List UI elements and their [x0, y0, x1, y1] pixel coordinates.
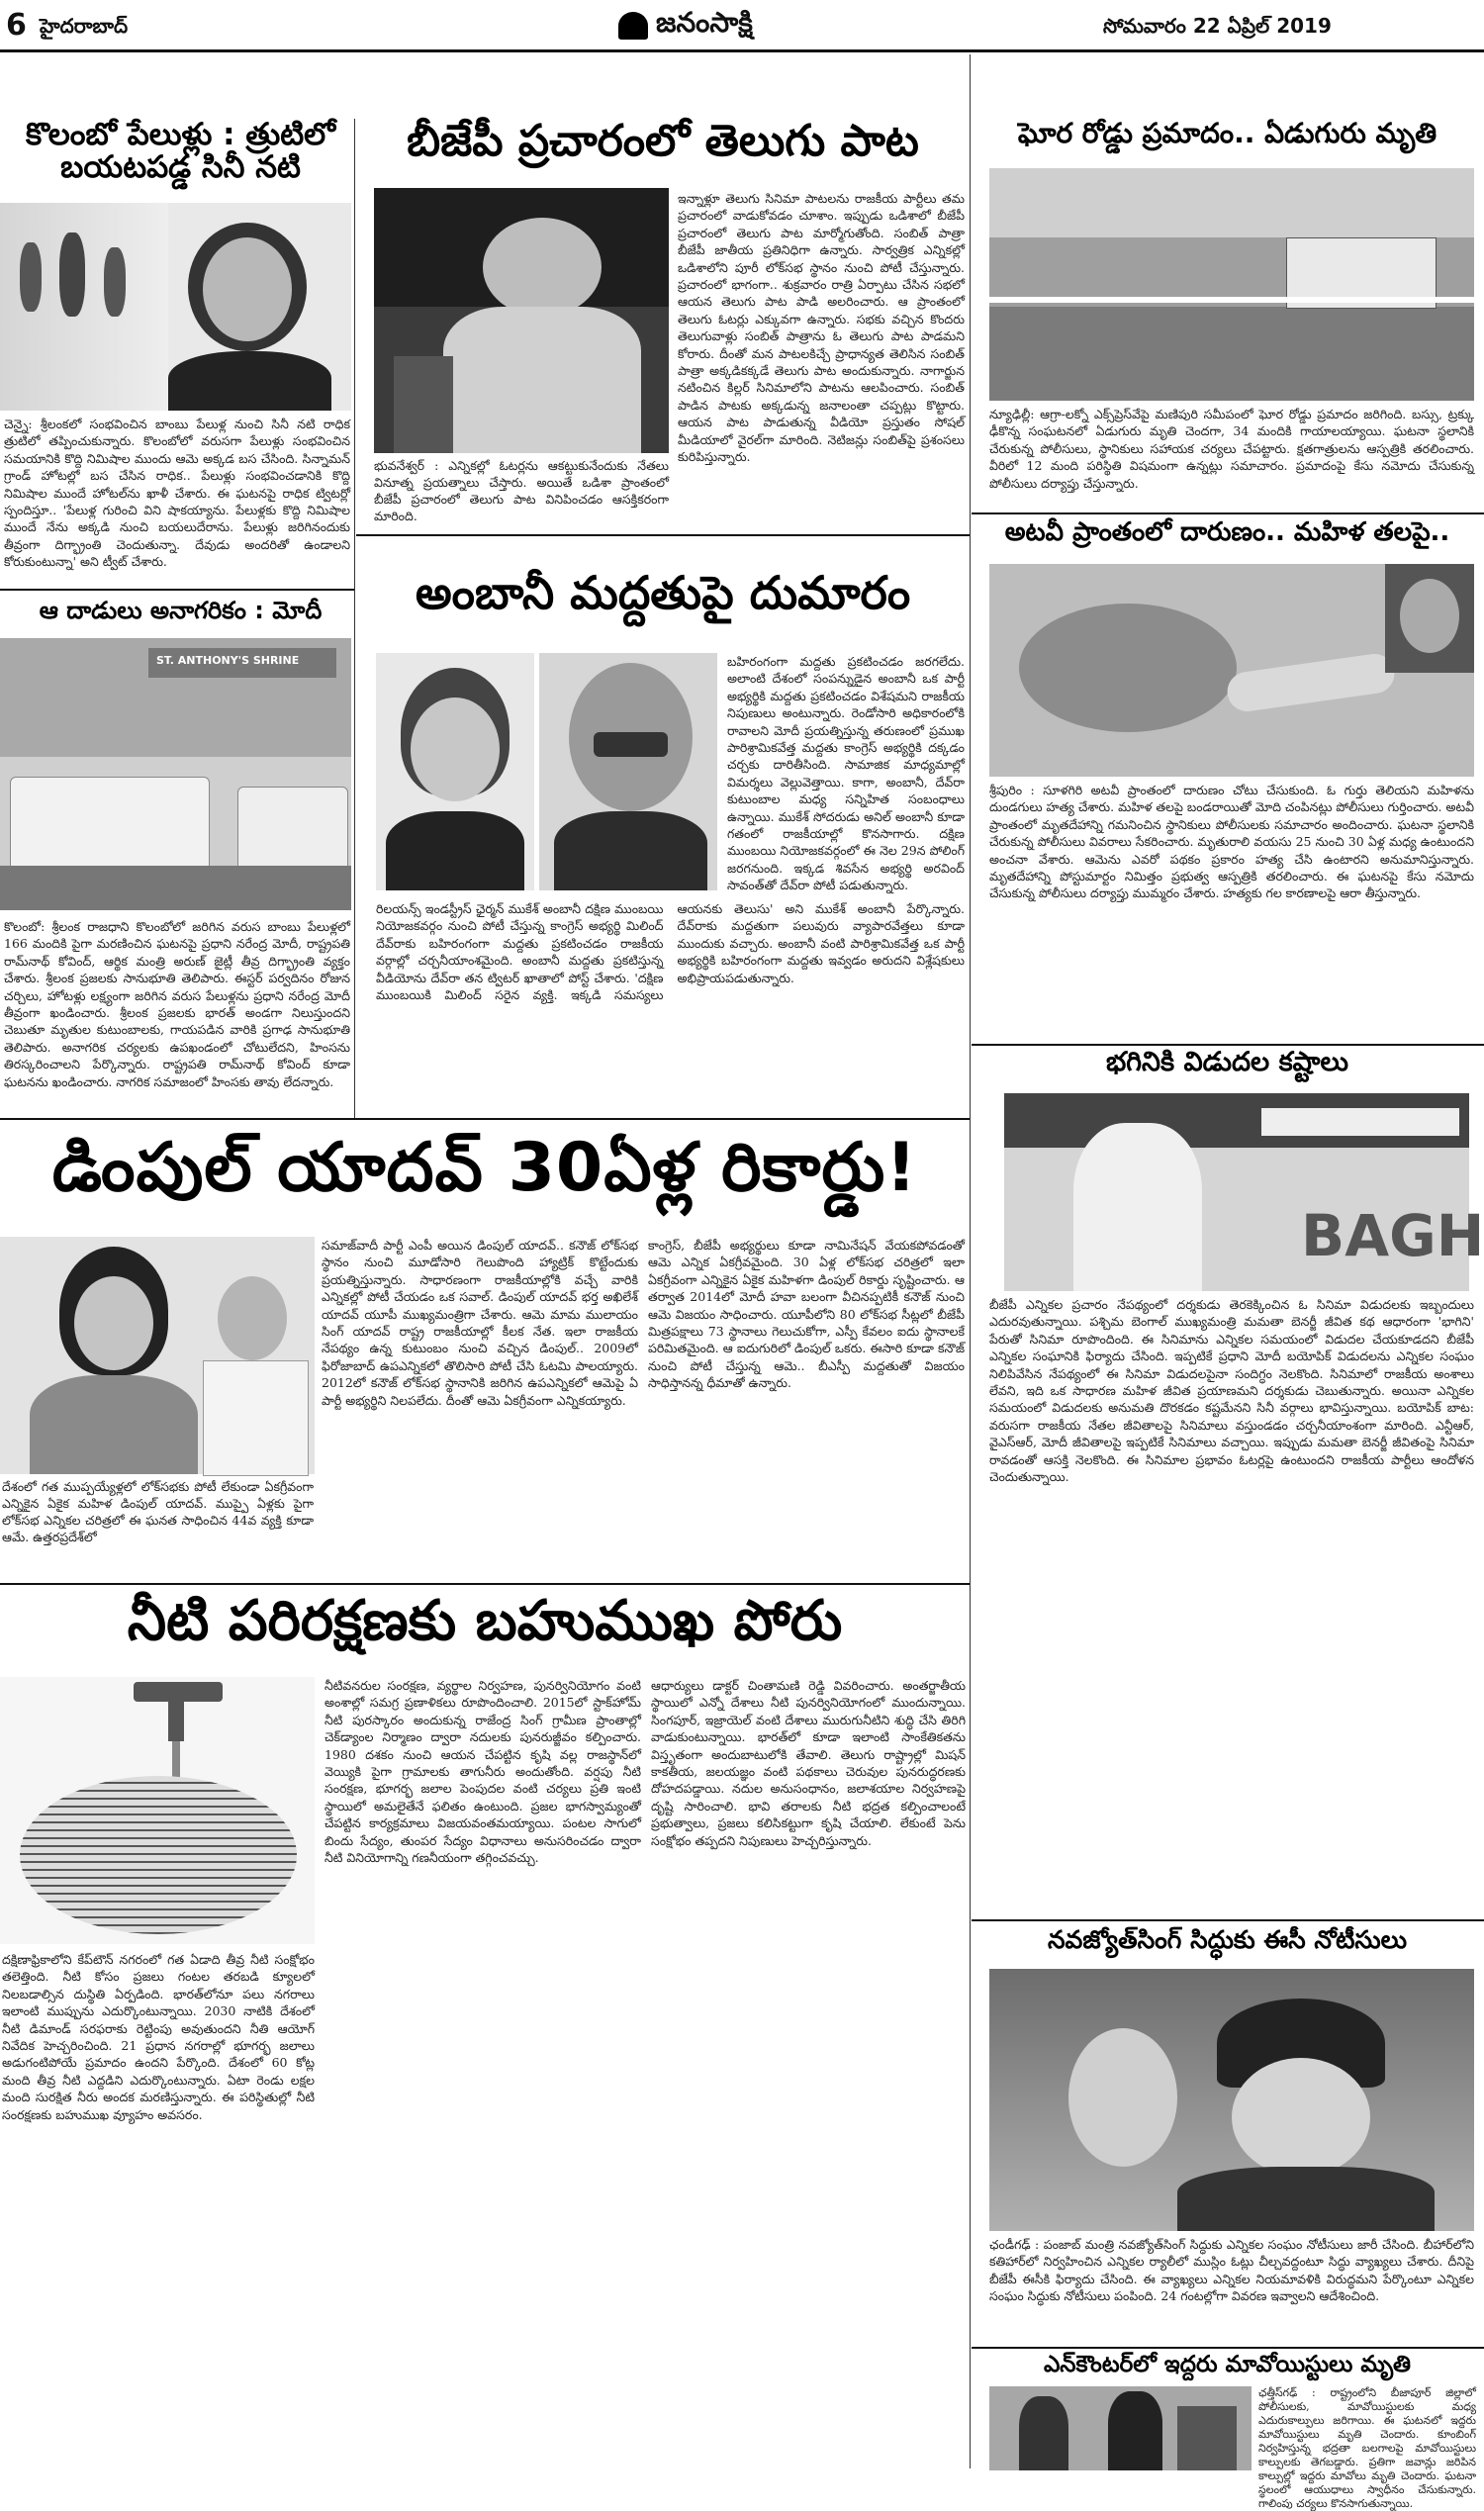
- road-accident-body: న్యూఢిల్లీ: ఆగ్రా-లక్నో ఎక్స్‌ప్రెస్‌వేపై మణిపురి సమీపంలో ఘోర రోడ్డు ప్రమాదం జరిగింది. బస్సు, ట్రక్కు ఢీకొన్న సంఘటనలో ఏడుగురు మృతి చెందగా, 34 మందికి గాయాలయ్యాయి. ఘటనా స్థలానికి చేరుకున్న పోలీసులు, స్థానికులు సహాయక చర్యలు చేపట్టారు. క్షతగాత్రులను ఆస్పత్రికి తరలించారు. వీరిలో 12 మంది పరిస్థితి విషమంగా ఉన్నట్లు సమాచారం. ప్రమాదంపై కేసు నమోదు చేసుకున్న పోలీసులు దర్యాప్తు చేస్తున్నారు.: [989, 407, 1474, 491]
- section-rule: [356, 534, 970, 536]
- sister-photo-text: BAGH: [1301, 1202, 1484, 1269]
- water-body-2: నీటివనరుల సంరక్షణ, వ్యర్థాల నిర్వహణ, పునర్వినియోగం వంటి అంశాల్లో సమగ్ర ప్రణాళికలు రూపొందించాలి. 2015లో స్టాక్‌హోమ్ నీటి పురస్కారం అందుకున్న రాజేంద్ర సింగ్ గ్రామీణ ప్రాంతాల్లో చెక్‌డ్యాంల నిర్మాణం ద్వారా నదులకు పునరుజ్జీవం కల్పించారు. 1980 దశకం నుంచి ఆయన చేపట్టిన కృషి వల్ల రాజస్థాన్‌లో వెయ్యికి పైగా గ్రామాలకు తాగునీరు అందుతోంది. వర్షపు నీటి సంరక్షణ, భూగర్భ జలాల పెంపుదల వంటి చర్యలు ప్రతి ఇంటి స్థాయిలో అమలైతేనే ఫలితం ఉంటుంది. ప్రజల భాగస్వామ్యంతో చేపట్టిన కార్యక్రమాలు విజయవంతమయ్యాయి. పంటల సాగులో బిందు సేద్యం, తుంపర సేద్యం విధానాలు అనుసరించడం ద్వారా నీటి వినియోగాన్ని గణనీయంగా తగ్గించవచ్చు.: [325, 1678, 641, 1866]
- modi-body: కొలంబో: శ్రీలంక రాజధాని కొలంబోలో జరిగిన వరుస బాంబు పేలుళ్లలో 166 మందికి పైగా మరణించిన ఘటనపై ప్రధాని నరేంద్ర మోదీ, రాష్ట్రపతి రామ్‌నాథ్ కోవింద్, ఆర్థిక మంత్రి అరుణ్ జైట్లీ తీవ్ర దిగ్భ్రాంతి వ్యక్తం చేశారు. శ్రీలంక ప్రజలకు సానుభూతి తెలిపారు. ఈస్టర్ పర్వదినం రోజున చర్చిలు, హోటళ్లు లక్ష్యంగా జరిగిన వరుస పేలుళ్లను ప్రధాని నరేంద్ర మోదీ తీవ్రంగా ఖండించారు. శ్రీలంక ప్రజలకు భారత్ అండగా నిలుస్తుందని చెబుతూ మృతుల కుటుంబాలకు, గాయపడిన వారికి ప్రగాఢ సానుభూతి తెలిపారు. అనాగరిక చర్యలకు ఉపఖండంలో చోటులేదని, హింసను తిరస్కరించాలని పేర్కొన్నారు. రాష్ట్రపతి రామ్‌నాథ్ కోవింద్ కూడా ఘటనను ఖండించారు. నాగరిక సమాజంలో హింసకు తావు లేదన్నారు.: [4, 919, 350, 1089]
- dimple-headline: డింపుల్ యాదవ్ 30ఏళ్ల రికార్డు!: [51, 1129, 918, 1207]
- colombo-body: చెన్నై: శ్రీలంకలో సంభవించిన బాంబు పేలుళ్ల నుంచి సినీ నటి రాధిక త్రుటిలో తప్పించుకున్నారు. కొలంబోలో వరుసగా పేలుళ్లు సంభవించిన సమయానికి కొద్ది నిమిషాల ముందు ఆమె అక్కడ బస చేసింది. సిన్నామన్ గ్రాండ్ హోటల్లో బస చేసిన రాధిక.. పేలుళ్లు సంభవించడానికి కొద్ది నిమిషాల ముందే హోటల్‌ను ఖాళీ చేశారు. ఈ ఘటనపై రాధిక ట్విటర్లో స్పందిస్తూ.. 'పేలుళ్ల గురించి విని షాకయ్యాను. పేలుళ్లకు కొద్ది నిమిషాల ముందే నేను అక్కడి నుంచి బయలుదేరాను. పేలుళ్లు జరిగినందుకు తీవ్రంగా దిగ్భ్రాంతి చెందుతున్నా. దేవుడు అందరితో ఉండాలని కోరుకుంటున్నా' అని ట్వీట్ చేశారు.: [4, 417, 350, 570]
- road-accident-headline: ఘోర రోడ్డు ప్రమాదం.. ఏడుగురు మృతి: [1017, 117, 1438, 149]
- section-rule: [0, 1583, 970, 1585]
- encounter-body: ఛత్తీస్‌గఢ్ : రాష్ట్రంలోని బీజాపూర్ జిల్లాలో పోలీసులకు, మావోయిస్టులకు మధ్య ఎదురుకాల్పులు జరిగాయి. ఈ ఘటనలో ఇద్దరు మావోయిస్టులు మృతి చెందారు. కూంబింగ్ నిర్వహిస్తున్న భద్రతా బలగాలపై మావోయిస్టులు కాల్పులకు తెగబడ్డారు. ప్రతిగా జవాన్లు జరిపిన కాల్పుల్లో ఇద్దరు మావోలు మృతి చెందారు. ఘటనా స్థలంలో ఆయుధాలు స్వాధీనం చేసుకున్నారు. గాలింపు చర్యలు కొనసాగుతున్నాయి.: [1258, 2386, 1476, 2510]
- page-number: 6: [6, 8, 27, 43]
- section-rule: [972, 1919, 1484, 1921]
- sidhu-headline: నవజ్యోత్‌సింగ్ సిద్ధుకు ఈసీ నోటీసులు: [1048, 1925, 1407, 1954]
- forest-headline: అటవీ ప్రాంతంలో దారుణం.. మహిళ తలపై..: [1004, 517, 1450, 547]
- paper-logo: [618, 6, 753, 46]
- sister-film-still: [1004, 1093, 1484, 1291]
- water-tap-globe-illustration: [0, 1677, 315, 1944]
- bjp-song-body: ఇన్నాళ్లూ తెలుగు సినిమా పాటలను రాజకీయ పార్టీలు తమ ప్రచారంలో వాడుకోవడం చూశాం. ఇప్పుడు ఒడిశాలో బీజేపీ ప్రచారంలో తెలుగు పాట మార్మోగుతోంది. సంబిత్ పాత్రా బీజేపీ జాతీయ ప్రతినిధిగా ఉన్నారు. సార్వత్రిక ఎన్నికల్లో ఒడిశాలోని పూరీ లోక్‌సభ స్థానం నుంచి పోటీ చేస్తున్నారు. ప్రచారంలో భాగంగా.. శుక్రవారం రాత్రి ఏర్పాటు చేసిన సభలో ఆయన తెలుగు పాట పాడి అలరించారు. ఆ ప్రాంతంలో తెలుగు ఓటర్లు ఎక్కువగా ఉన్నారు. సభకు వచ్చిన కొందరు తెలుగువాళ్లు సంబిత్ పాత్రాను ఓ తెలుగు పాట పాడమని కోరారు. దీంతో మన పాటలకిచ్చే ప్రాధాన్యత తెలిసిన సంబిత్ పాత్రా అక్కడికక్కడే తెలుగు పాట అందుకున్నారు. నాగార్జున నటించిన కిల్లర్ సినిమాలోని పాటను ఆలపించారు. సంబిత్ పాడిన పాటకు అక్కడున్న జనాలంతా చప్పట్లు కొట్టారు. ఆయన పాట పాడుతున్న వీడియో ప్రస్తుతం సోషల్ మీడియాలో వైరల్‌గా మారింది. నెటిజన్లు సంబిత్‌పై ప్రశంసలు కురిపిస్తున్నారు.: [678, 191, 965, 465]
- milind-deora-photo: [376, 653, 534, 890]
- shrine-ambulance-photo: [0, 638, 351, 910]
- dimple-body-2: కాంగ్రెస్, బీజేపీ అభ్యర్థులు కూడా నామినేషన్ వేయకపోవడంతో ఆమె ఎన్నిక ఏకగ్రీవమైంది. 30 ఏళ్ల లోక్‌సభ చరిత్రలో ఇలా ఏకగ్రీవంగా ఎన్నికైన ఏకైక మహిళగా డింపుల్ రికార్డు సృష్టించారు. ఆ తర్వాత 2014లో మోదీ హవా బలంగా వీచినప్పటికీ కనౌజ్ నుంచి ఆమె విజయం సాధించారు. యూపీలోని 80 లోక్‌సభ సీట్లలో బీజేపీ మిత్రపక్షాలు 73 స్థానాలు గెలుచుకోగా, ఎస్పీ కేవలం ఐదు స్థానాలకే పరిమితమైంది. ఆ ఐదుగురిలో డింపుల్ ఒకరు. ఈసారి కూడా కనౌజ్ నుంచి పోటీ చేస్తున్న ఆమె.. బీఎస్పీ మద్దతుతో విజయం సాధిస్తానన్న ధీమాతో ఉన్నారు.: [648, 1238, 965, 1391]
- logo-emblem-icon: [618, 12, 648, 40]
- dimple-caption: దేశంలో గత ముప్పయ్యేళ్లలో లోక్‌సభకు పోటీ లేకుండా ఏకగ్రీవంగా ఎన్నికైన ఏకైక మహిళ డింపుల్ యాదవ్. ముప్పై ఏళ్లకు పైగా లోక్‌సభ ఎన్నికల చరిత్రలో ఈ ఘనత సాధించిన 44వ వ్యక్తి కూడా ఆమే. ఉత్తరప్రదేశ్‌లో: [2, 1479, 314, 1544]
- dimple-akhilesh-photo: [0, 1237, 315, 1474]
- city-name: హైదరాబాద్: [40, 14, 129, 38]
- ambani-body-left: రిలయన్స్ ఇండస్ట్రీస్ ఛైర్మన్ ముకేశ్ అంబానీ దక్షిణ ముంబయి నియోజకవర్గం నుంచి పోటీ చేస్తున్న కాంగ్రెస్ అభ్యర్థి మిలింద్ దేవ్‌రాకు బహిరంగంగా మద్దతు ప్రకటించడం రాజకీయ వర్గాల్లో చర్చనీయాంశమైంది. అంబానీ మద్దతు ప్రకటిస్తున్న వీడియోను దేవ్‌రా తన ట్విటర్ ఖాతాలో పోస్ట్ చేశారు. 'దక్షిణ ముంబయికి మిలింద్ సరైన వ్యక్తి. ఇక్కడి సమస్యలు ఆయనకు తెలుసు' అని ముకేశ్ అంబానీ పేర్కొన్నారు. దేవ్‌రాకు మద్దతుగా పలువురు వ్యాపారవేత్తలు కూడా ముందుకు వచ్చారు. అంబానీ వంటి పారిశ్రామికవేత్త ఒక పార్టీ అభ్యర్థికి బహిరంగంగా మద్దతు ఇవ్వడం అరుదని విశ్లేషకులు అభిప్రాయపడుతున్నారు.: [376, 901, 965, 1003]
- water-headline: నీటి పరిరక్షణకు బహుముఖ పోరు: [127, 1589, 843, 1653]
- bjp-song-caption: భువనేశ్వర్ : ఎన్నికల్లో ఓటర్లను ఆకట్టుకునేందుకు నేతలు వినూత్న ప్రయత్నాలు చేస్తారు. అయితే ఒడిశా ప్రాంతంలో బీజేపీ ప్రచారంలో తెలుగు పాట వినిపించడం ఆసక్తికరంగా మారింది.: [374, 458, 669, 523]
- encounter-headline: ఎన్‌కౌంటర్‌లో ఇద్దరు మావోయిస్టులు మృతి: [1043, 2352, 1412, 2377]
- modi-headline: ఆ దాడులు అనాగరికం : మోదీ: [39, 597, 323, 624]
- sidhu-body: ఛండీగఢ్ : పంజాబ్ మంత్రి నవజ్యోత్‌సింగ్ సిద్ధుకు ఎన్నికల సంఘం నోటీసులు జారీ చేసింది. బీహార్‌లోని కతిహార్‌లో నిర్వహించిన ఎన్నికల ర్యాలీలో ముస్లిం ఓట్లు చీల్చవద్దంటూ సిద్ధు వ్యాఖ్యలు చేశారు. దీనిపై బీజేపీ ఈసీకి ఫిర్యాదు చేసింది. ఈ వ్యాఖ్యలు ఎన్నికల నియమావళికి విరుద్ధమని పేర్కొంటూ ఎన్నికల సంఘం సిద్ధుకు నోటీసులు పంపింది. 24 గంటల్లోగా వివరణ ఇవ్వాలని ఆదేశించింది.: [989, 2237, 1474, 2304]
- dimple-body-1: సమాజ్‌వాదీ పార్టీ ఎంపీ అయిన డింపుల్ యాదవ్.. కనౌజ్ లోక్‌సభ స్థానం నుంచి మూడోసారి గెలుపొంది హ్యాట్రిక్ కొట్టేందుకు ప్రయత్నిస్తున్నారు. సాధారణంగా రాజకీయాల్లోకి వచ్చే వారికి ఎన్నికల్లో పోటీ చేయడం ఒక సవాల్. డింపుల్ యాదవ్ భర్త అఖిలేశ్ యాదవ్ యూపీ ముఖ్యమంత్రిగా చేశారు. ఆమె మామ ములాయం సింగ్ యాదవ్ రాష్ట్ర రాజకీయాల్లో కీలక నేత. ఇలా రాజకీయ నేపథ్యం ఉన్న కుటుంబం నుంచి వచ్చిన డింపుల్.. 2009లో ఫిరోజాబాద్ ఉపఎన్నికలో తొలిసారి పోటీ చేసి ఓటమి పాలయ్యారు. 2012లో కనౌజ్ లోక్‌సభ స్థానానికి జరిగిన ఉపఎన్నికలో ఆమెపై ఏ పార్టీ అభ్యర్థిని నిలపలేదు. దీంతో ఆమె ఏకగ్రీవంగా ఎన్నికయ్యారు.: [322, 1238, 638, 1408]
- section-rule: [0, 589, 354, 591]
- ambani-body-right: బహిరంగంగా మద్దతు ప్రకటించడం జరగలేదు. అలాంటి దేశంలో సంపన్నుడైన అంబానీ ఒక పార్టీ అభ్యర్థికి మద్దతు ప్రకటించడం విశేషమని రాజకీయ నిపుణులు అంటున్నారు. రెండోసారి అధికారంలోకి రావాలని మోదీ ప్రయత్నిస్తున్న తరుణంలో ప్రముఖ పారిశ్రామికవేత్త మద్దతు కాంగ్రెస్ అభ్యర్థికి దక్కడం చర్చకు దారితీసింది. సామాజిక మాధ్యమాల్లో విమర్శలు వెల్లువెత్తాయి. కాగా, అంబానీ, దేవ్‌రా కుటుంబాల మధ్య సన్నిహిత సంబంధాలు ఉన్నాయి. ముకేశ్ సోదరుడు అనిల్ అంబానీ కూడా గతంలో రాజకీయాల్లో కొనసాగారు. దక్షిణ ముంబయి నియోజకవర్గంలో ఈ నెల 29న పోలింగ్ జరగనుంది. ఇక్కడ శివసేన అభ్యర్థి అరవింద్ సావంత్‌తో దేవ్‌రా పోటీ పడుతున్నారు.: [727, 654, 965, 893]
- bjp-song-headline: బీజేపీ ప్రచారంలో తెలుగు పాట: [407, 116, 919, 166]
- paper-name: జనంసాక్షి: [656, 6, 753, 39]
- radhika-photo: [0, 203, 351, 411]
- sidhu-photo: [989, 1969, 1474, 2231]
- forest-body: శ్రీపురిం : సూళగిరి అటవీ ప్రాంతంలో దారుణం చోటు చేసుకుంది. ఓ గుర్తు తెలియని మహిళను దుండగులు హత్య చేశారు. మహిళ తలపై బండరాయితో మోది చంపినట్లు పోలీసులు గుర్తించారు. అటవీ ప్రాంతంలో మృతదేహాన్ని గమనించిన స్థానికులు పోలీసులకు సమాచారం అందించారు. ఘటనా స్థలానికి చేరుకున్న పోలీసులు వివరాలు సేకరించారు. మృతురాలి వయసు 25 నుంచి 30 ఏళ్ల మధ్య ఉంటుందని అంచనా వేశారు. ఆమెను ఎవరో పథకం ప్రకారం హత్య చేసి ఉంటారని అనుమానిస్తున్నారు. మృతదేహాన్ని పోస్టుమార్టం నిమిత్తం ప్రభుత్వ ఆస్పత్రికి తరలించారు. ఈ ఘటనపై కేసు నమోదు చేసుకున్న పోలీసులు దర్యాప్తు ముమ్మరం చేశారు. హత్యకు గల కారణాలపై ఆరా తీస్తున్నారు.: [989, 783, 1474, 901]
- section-rule: [0, 1118, 970, 1120]
- column-divider: [354, 119, 355, 1118]
- ambani-headline: అంబానీ మద్దతుపై దుమారం: [415, 566, 911, 619]
- column-divider: [970, 54, 971, 2468]
- section-rule: [972, 1044, 1484, 1046]
- water-body-3: ఆధార్యులు డాక్టర్ చింతామణి రెడ్డి వివరించారు. అంతర్జాతీయ స్థాయిలో ఎన్నో దేశాలు నీటి పునర్వినియోగంలో ముందున్నాయి. సింగపూర్, ఇజ్రాయెల్ వంటి దేశాలు మురుగునీటిని శుద్ధి చేసి తిరిగి వాడుకుంటున్నాయి. భారత్‌లో కూడా ఇలాంటి సాంకేతికతను విస్తృతంగా అందుబాటులోకి తేవాలి. తెలుగు రాష్ట్రాల్లో మిషన్ కాకతీయ, జలయజ్ఞం వంటి పథకాలు చెరువుల పునరుద్ధరణకు దోహదపడ్డాయి. నదుల అనుసంధానం, జలాశయాల నిర్వహణపై దృష్టి సారించాలి. భావి తరాలకు నీటి భద్రత కల్పించాలంటే ప్రభుత్వాలు, ప్రజలు కలిసికట్టుగా కృషి చేయాలి. లేకుంటే పెను సంక్షోభం తప్పదని నిపుణులు హెచ్చరిస్తున్నారు.: [651, 1678, 966, 1848]
- sister-body: బీజేపీ ఎన్నికల ప్రచారం నేపథ్యంలో దర్శకుడు తెరకెక్కించిన ఓ సినిమా విడుదలకు ఇబ్బందులు ఎదురవుతున్నాయి. పశ్చిమ బెంగాల్ ముఖ్యమంత్రి మమతా బెనర్జీ జీవిత కథ ఆధారంగా 'భాగిని' పేరుతో సినిమా రూపొందింది. ఈ సినిమాను ఎన్నికల సమయంలో విడుదల చేయకూడదని బీజేపీ ఎన్నికల సంఘానికి ఫిర్యాదు చేసింది. ఇప్పటికే ప్రధాని మోదీ బయోపిక్ విడుదలను ఎన్నికల సంఘం నిలిపివేసిన నేపథ్యంలో ఈ సినిమా విడుదలపైనా సందిగ్ధం నెలకొంది. సినిమాలో రాజకీయ అంశాలు లేవని, ఇది ఒక సాధారణ మహిళ జీవిత ప్రయాణమని దర్శకుడు చెబుతున్నారు. అయినా ఎన్నికల సమయంలో విడుదలకు అనుమతి దొరకడం కష్టమేనని సినీ వర్గాలు భావిస్తున్నాయి. బయోపిక్ బాట: వరుసగా రాజకీయ నేతల జీవితాలపై సినిమాలు వస్తుండడం చర్చనీయాంశంగా మారింది. ఎన్టీఆర్, వైఎస్ఆర్, మోదీ జీవితాలపై ఇప్పటికే సినిమాలు వచ్చాయి. ఇప్పుడు మమతా బెనర్జీ జీవితంపై సినిమా రావడంతో ఆసక్తి నెలకొంది. ఈ సినిమాల ప్రభావం ఓటర్లపై ఉంటుందని రాజకీయ పార్టీలు ఆందోళన చెందుతున్నాయి.: [989, 1297, 1474, 1485]
- colombo-headline: కొలంబో పేలుళ్లు : త్రుటిలో బయటపడ్డ సినీ నటి: [25, 117, 336, 185]
- forest-crime-photo: [989, 564, 1474, 777]
- water-body-1: దక్షిణాఫ్రికాలోని కేప్‌టౌన్ నగరంలో గత ఏడాది తీవ్ర నీటి సంక్షోభం తలెత్తింది. నీటి కోసం ప్రజలు గంటల తరబడి క్యూలలో నిలబడాల్సిన దుస్థితి ఏర్పడింది. భారత్‌లోనూ పలు నగరాలు ఇలాంటి ముప్పును ఎదుర్కొంటున్నాయి. 2030 నాటికి దేశంలో నీటి డిమాండ్ సరఫరాకు రెట్టింపు అవుతుందని నీతి ఆయోగ్ నివేదిక హెచ్చరించింది. 21 ప్రధాన నగరాల్లో భూగర్భ జలాలు అడుగంటిపోయే ప్రమాదం ఉందని పేర్కొంది. దేశంలో 60 కోట్ల మంది తీవ్ర నీటి ఎద్దడిని ఎదుర్కొంటున్నారు. ఏటా రెండు లక్షల మంది సురక్షిత నీరు అందక మరణిస్తున్నారు. ఈ పరిస్థితుల్లో నీటి సంరక్షణకు బహుముఖ వ్యూహం అవసరం.: [2, 1952, 315, 2122]
- masthead-rule: [0, 49, 1484, 52]
- sister-film-headline: భగినికి విడుదల కష్టాలు: [1106, 1047, 1348, 1077]
- shrine-sign: ST. ANTHONY'S SHRINE: [156, 654, 300, 667]
- road-accident-photo: [989, 168, 1474, 401]
- mukesh-ambani-photo: [539, 653, 717, 890]
- maoists-photo: [989, 2386, 1252, 2470]
- section-rule: [972, 2347, 1484, 2349]
- section-rule: [972, 512, 1484, 514]
- sambit-singing-photo: [374, 188, 669, 453]
- issue-date: సోమవారం 22 ఏప్రిల్ 2019: [1103, 14, 1332, 38]
